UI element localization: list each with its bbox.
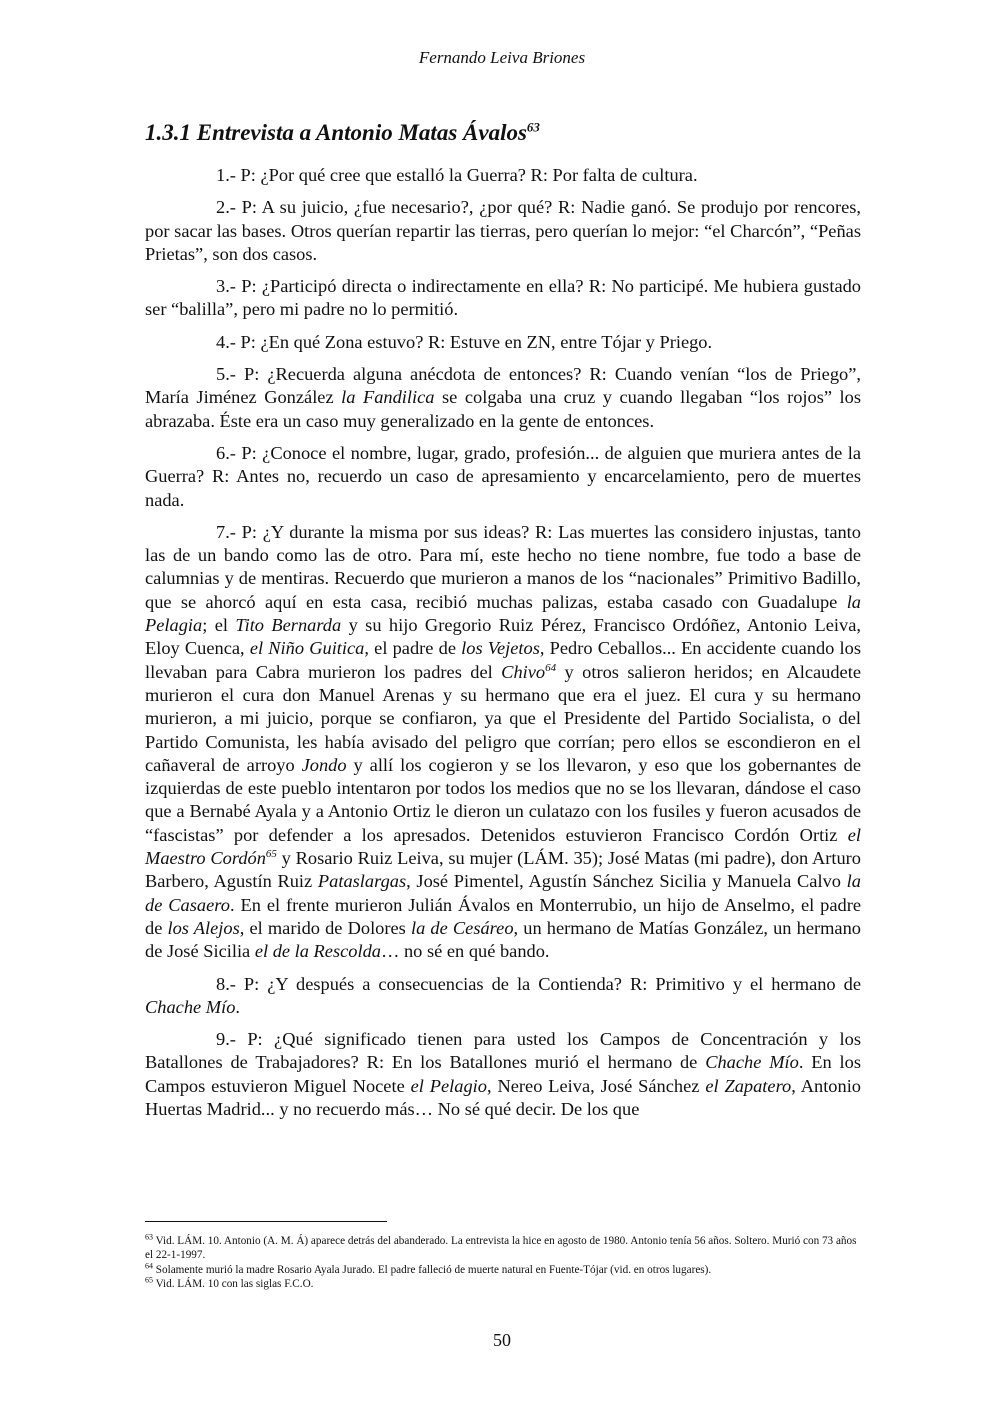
paragraph-text: , un hermano de Matías González, un hermano de José Sicilia bbox=[145, 917, 861, 962]
interview-item-7 bbox=[145, 521, 861, 964]
footnote-separator bbox=[145, 1221, 387, 1222]
nickname-text: Pataslargas bbox=[317, 871, 407, 892]
interview-item-6 bbox=[145, 442, 861, 512]
interview-item-9 bbox=[145, 1028, 861, 1121]
interview-item-8 bbox=[145, 973, 861, 1020]
footnote-ref: 64 bbox=[545, 661, 557, 674]
paragraph-text: 2.- P: A su juicio, ¿fue necesario?, ¿por qué? R: Nadie ganó. Se produjo por rencores, por sacar las bases. Otros querían repartir las tierras, pero querían lo mejor: “el Charcón”, “Peñas Prietas”, son dos casos. bbox=[145, 197, 861, 264]
nickname-text: los Alejos bbox=[167, 917, 240, 938]
nickname-text: la Fandilica bbox=[341, 387, 435, 408]
footnote-ref: 65 bbox=[265, 847, 277, 860]
paragraph-text: ; el bbox=[202, 615, 236, 636]
footnote-number: 64 bbox=[145, 1261, 153, 1271]
nickname-text: el Zapatero bbox=[705, 1075, 792, 1096]
interview-item-2 bbox=[145, 196, 861, 266]
interview-item-3 bbox=[145, 275, 861, 322]
nickname-text: Chache Mío bbox=[145, 996, 236, 1017]
paragraph-text: . bbox=[235, 996, 241, 1017]
paragraph-text: 7.- P: ¿Y durante la misma por sus ideas? R: Las muertes las considero injustas, tanto las de un bando como las de otro. Para mí, este hecho no tiene nombre, fue todo a base de calumnias y de mentiras. Recuerdo que murieron a manos de los “nacionales” Primitivo Badillo, que se ahorcó aquí en esta casa, recibió muchas palizas, estaba casado con Guadalupe bbox=[145, 521, 861, 612]
paragraph-text: 3.- P: ¿Participó directa o indirectamente en ella? R: No participé. Me hubiera gustado ser “balilla”, pero mi padre no lo permitió. bbox=[145, 276, 861, 320]
nickname-text: la Pelagia bbox=[145, 591, 861, 636]
interview-questions bbox=[145, 164, 861, 1121]
footnote-ref-63: 63 bbox=[526, 119, 540, 135]
paragraph-text: 1.- P: ¿Por qué cree que estalló la Guerra? R: Por falta de cultura. bbox=[216, 165, 698, 185]
page-number: 50 bbox=[493, 1330, 511, 1350]
paragraph-text: y otros salieron heridos; en Alcaudete murieron el cura don Manuel Arenas y su hermano que era el juez. El cura y su hermano murieron, a mi juicio, porque se confiaron, ya que el Presidente del Partido Socialista, o del Partido Comunista, les había avisado del peligro que corrían; pero ellos se escondieron en el cañaveral de arroyo bbox=[145, 661, 861, 775]
paragraph-text: , Pedro Ceballos... En accidente cuando los llevaban para Cabra murieron los padres del bbox=[145, 638, 862, 682]
nickname-text: el Pelagio bbox=[410, 1075, 487, 1096]
footnote-number: 63 bbox=[145, 1232, 153, 1242]
nickname-text: Chivo bbox=[501, 661, 546, 682]
paragraph-text: y su hijo Gregorio Ruiz Pérez, Francisco Ordóñez, Antonio Leiva, Eloy Cuenca, bbox=[145, 615, 861, 659]
paragraph-text: . En el frente murieron Julián Ávalos en Monterrubio, un hijo de Anselmo, el padre de bbox=[145, 894, 861, 938]
paragraph-text: 5.- P: ¿Recuerda alguna anécdota de entonces? R: Cuando venían “los de Priego”, María Jiménez González bbox=[145, 364, 861, 408]
footnote-text: Vid. LÁM. 10 con las siglas F.C.O. bbox=[153, 1278, 314, 1291]
nickname-text: la de Casaero bbox=[145, 871, 861, 915]
paragraph-text: , el marido de Dolores bbox=[239, 917, 411, 938]
nickname-text: el Niño Guitica bbox=[249, 638, 365, 659]
interview-item-4 bbox=[145, 331, 861, 354]
nickname-text: los Vejetos bbox=[461, 638, 540, 659]
nickname-text: el de la Rescolda bbox=[254, 941, 381, 962]
paragraph-text: , Antonio Huertas Madrid... y no recuerdo más… No sé qué decir. De los que bbox=[145, 1075, 861, 1119]
paragraph-text: 9.- P: ¿Qué significado tienen para usted los Campos de Concentración y los Batallones de Trabajadores? R: En los Batallones murió el hermano de bbox=[145, 1029, 861, 1073]
footnote-number: 65 bbox=[145, 1275, 153, 1285]
paragraph-text: , Nereo Leiva, José Sánchez bbox=[486, 1075, 706, 1096]
paragraph-text: . En los Campos estuvieron Miguel Nocete bbox=[145, 1052, 862, 1096]
paragraph-text: 4.- P: ¿En qué Zona estuvo? R: Estuve en ZN, entre Tójar y Priego. bbox=[216, 331, 713, 352]
footnote-63 bbox=[145, 1234, 861, 1263]
section-title bbox=[145, 118, 861, 148]
running-header: Fernando Leiva Briones bbox=[418, 48, 586, 67]
footnote-64 bbox=[145, 1263, 861, 1277]
paragraph-text: y Rosario Ruiz Leiva, su mujer (LÁM. 35); José Matas (mi padre), don Arturo Barbero, Agustín Ruiz bbox=[145, 848, 862, 892]
paragraph-text: 8.- P: ¿Y después a consecuencias de la Contienda? R: Primitivo y el hermano de bbox=[216, 973, 861, 994]
section-title-text: 1.3.1 Entrevista a Antonio Matas Ávalos bbox=[145, 120, 527, 145]
nickname-text: Tito Bernarda bbox=[235, 615, 342, 636]
paragraph-text: , José Pimentel, Agustín Sánchez Sicilia y Manuela Calvo bbox=[406, 871, 847, 892]
interview-item-1 bbox=[145, 164, 861, 187]
interview-item-5 bbox=[145, 363, 861, 433]
paragraph-text: y allí los cogieron y se los llevaron, y eso que los gobernantes de izquierdas de este pueblo intentaron por todos los medios que no se los llevaran, dándose el caso que a Bernabé Ayala y a Antonio Ortiz le dieron un culatazo con los fusiles y fueron acusados de “fascistas” por defender a los apresados. Detenidos estuvieron Francisco Cordón Ortiz bbox=[145, 754, 862, 845]
paragraph-text: 6.- P: ¿Conoce el nombre, lugar, grado, profesión... de alguien que muriera antes de la Guerra? R: Antes no, recuerdo un caso de apresamiento y encarcelamiento, pero de muertes nada. bbox=[145, 442, 861, 510]
nickname-text: el Maestro Cordón bbox=[145, 824, 861, 869]
nickname-text: la de Cesáreo bbox=[410, 917, 514, 938]
nickname-text: Chache Mío bbox=[705, 1052, 799, 1073]
paragraph-text: … no sé en qué bando. bbox=[380, 941, 550, 962]
body-text bbox=[145, 118, 861, 1130]
footnote-65 bbox=[145, 1277, 861, 1291]
paragraph-text: se colgaba una cruz y cuando llegaban “los rojos” los abrazaba. Éste era un caso muy generalizado en la gente de entonces. bbox=[145, 387, 861, 431]
footnote-text: Solamente murió la madre Rosario Ayala Jurado. El padre falleció de muerte natural en Fuente-Tójar (vid. en otros lugares). bbox=[153, 1263, 712, 1276]
footnotes bbox=[145, 1234, 861, 1292]
footnote-text: Vid. LÁM. 10. Antonio (A. M. Á) aparece detrás del abanderado. La entrevista la hice en agosto de 1980. Antonio tenía 56 años. Soltero. Murió con 73 años el 22-1-1997. bbox=[145, 1235, 857, 1262]
nickname-text: Jondo bbox=[301, 754, 347, 775]
paragraph-text: , el padre de bbox=[364, 638, 462, 659]
